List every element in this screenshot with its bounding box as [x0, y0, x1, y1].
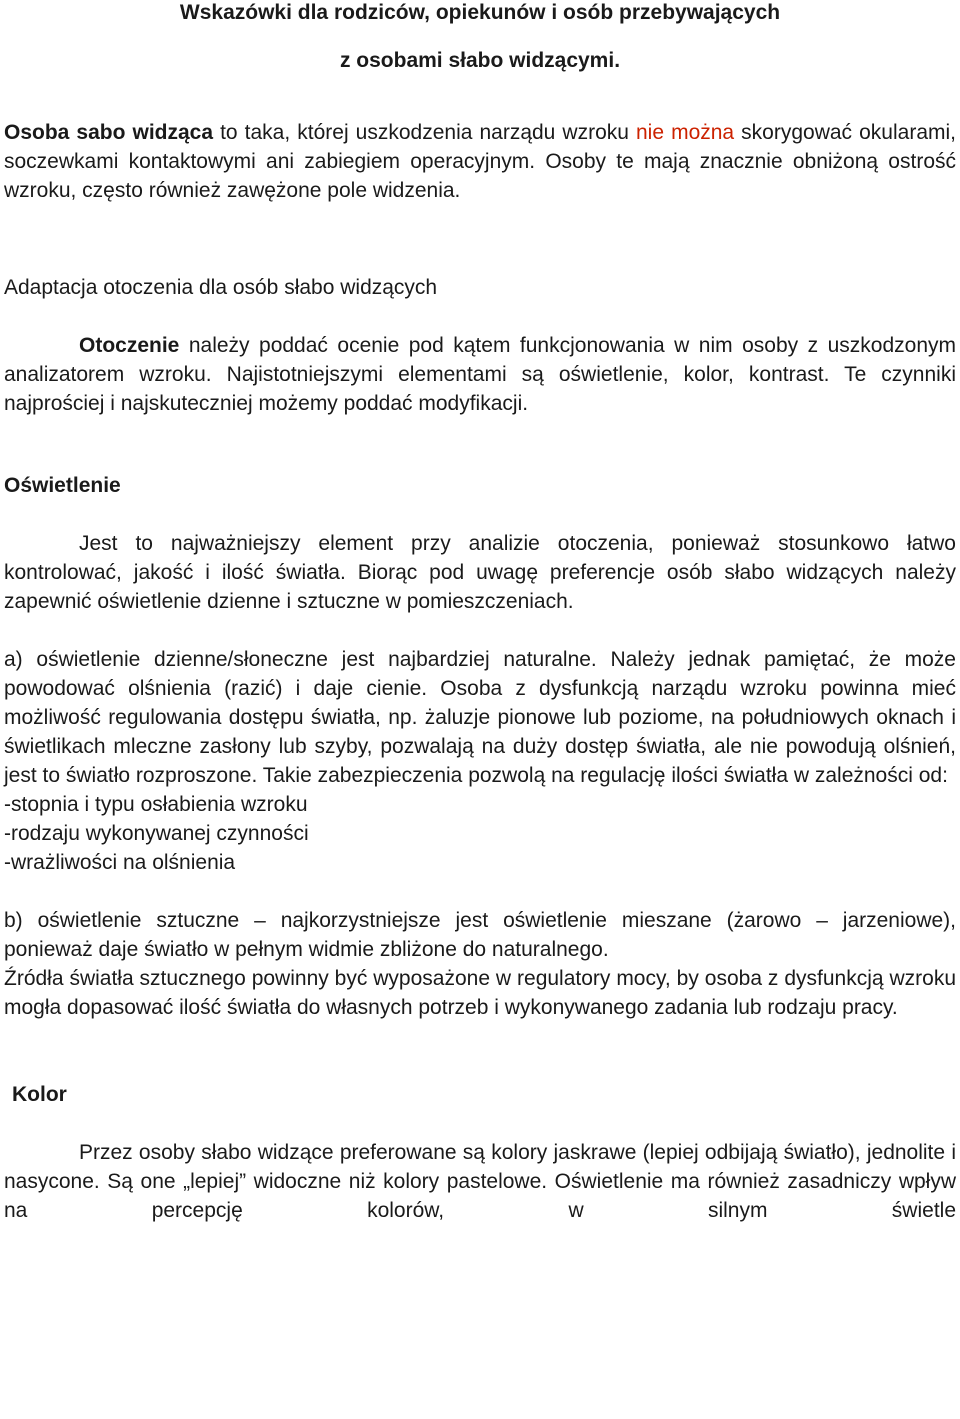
page-title-line-1: Wskazówki dla rodziców, opiekunów i osób przebywających: [179, 1, 781, 24]
light-sources-paragraph: Źródła światła sztucznego powinny być wyposażone w regulatory mocy, by osoba z dysfunkcją wzroku mogła dopasować ilość światła do własnych potrzeb i wykonywanego zadania lub rodzaju pracy.: [4, 967, 956, 1019]
color-heading: Kolor: [12, 1083, 67, 1106]
document-page: [4, 0, 956, 1225]
lighting-factor: -wrażliwości na olśnienia: [4, 851, 236, 874]
color-paragraph: Przez osoby słabo widzące preferowane są kolory jaskrawe (lepiej odbijają światło), jednolite i nasycone. Są one „lepiej” widoczne niż kolory pastelowe. Oświetlenie ma również zasadniczy wpływ na percepcję kolorów, w silnym świetle: [4, 1141, 956, 1222]
lighting-factor: -stopnia i typu osłabienia wzroku: [4, 793, 308, 816]
adaptation-term: Otoczenie: [79, 334, 180, 357]
lighting-factor: -rodzaju wykonywanej czynności: [4, 822, 309, 845]
intro-term: Osoba sabo widząca: [4, 121, 214, 144]
adaptation-text: należy poddać ocenie pod kątem funkcjonowania w nim osoby z uszkodzonym analizatorem wzroku. Najistotniejszymi elementami są oświetlenie, kolor, kontrast. Te czynniki najprościej i najskuteczniej możemy poddać modyfikacji.: [4, 334, 956, 415]
adaptation-heading: Adaptacja otoczenia dla osób słabo widzących: [4, 276, 438, 299]
intro-text-2: skorygować okularami, soczewkami kontaktowymi ani zabiegiem operacyjnym. Osoby te mają znacznie obniżoną ostrość wzroku, często również zawężone pole widzenia.: [4, 121, 956, 202]
intro-paragraph: [4, 118, 956, 205]
lighting-intro: Jest to najważniejszy element przy analizie otoczenia, ponieważ stosunkowo łatwo kontrolować, jakość i ilość światła. Biorąc pod uwagę preferencje osób słabo widzących należy zapewnić oświetlenie dzienne i sztuczne w pomieszczeniach.: [4, 532, 956, 613]
artificial-lighting-paragraph: b) oświetlenie sztuczne – najkorzystniejsze jest oświetlenie mieszane (żarowo – jarzeniowe), ponieważ daje światło w pełnym widmie zbliżone do naturalnego.: [4, 909, 956, 961]
adaptation-paragraph: [4, 331, 956, 418]
daylight-paragraph: a) oświetlenie dzienne/słoneczne jest najbardziej naturalne. Należy jednak pamiętać, że może powodować olśnienia (razić) i daje cienie. Osoba z dysfunkcją narządu wzroku powinna mieć możliwość regulowania dostępu światła, np. żaluzje pionowe lub poziome, na południowych oknach i świetlikach mleczne zasłony lub szyby, pozwalają na duży dostęp światła, ale nie powodują olśnień, jest to światło rozproszone. Takie zabezpieczenia pozwolą na regulację ilości światła w zależności od:: [4, 648, 956, 787]
intro-text-1: to taka, której uszkodzenia narządu wzroku: [213, 121, 636, 144]
page-title-line-2: z osobami słabo widzącymi.: [339, 49, 621, 72]
intro-highlight: nie można: [636, 121, 735, 144]
lighting-heading: Oświetlenie: [4, 474, 121, 497]
